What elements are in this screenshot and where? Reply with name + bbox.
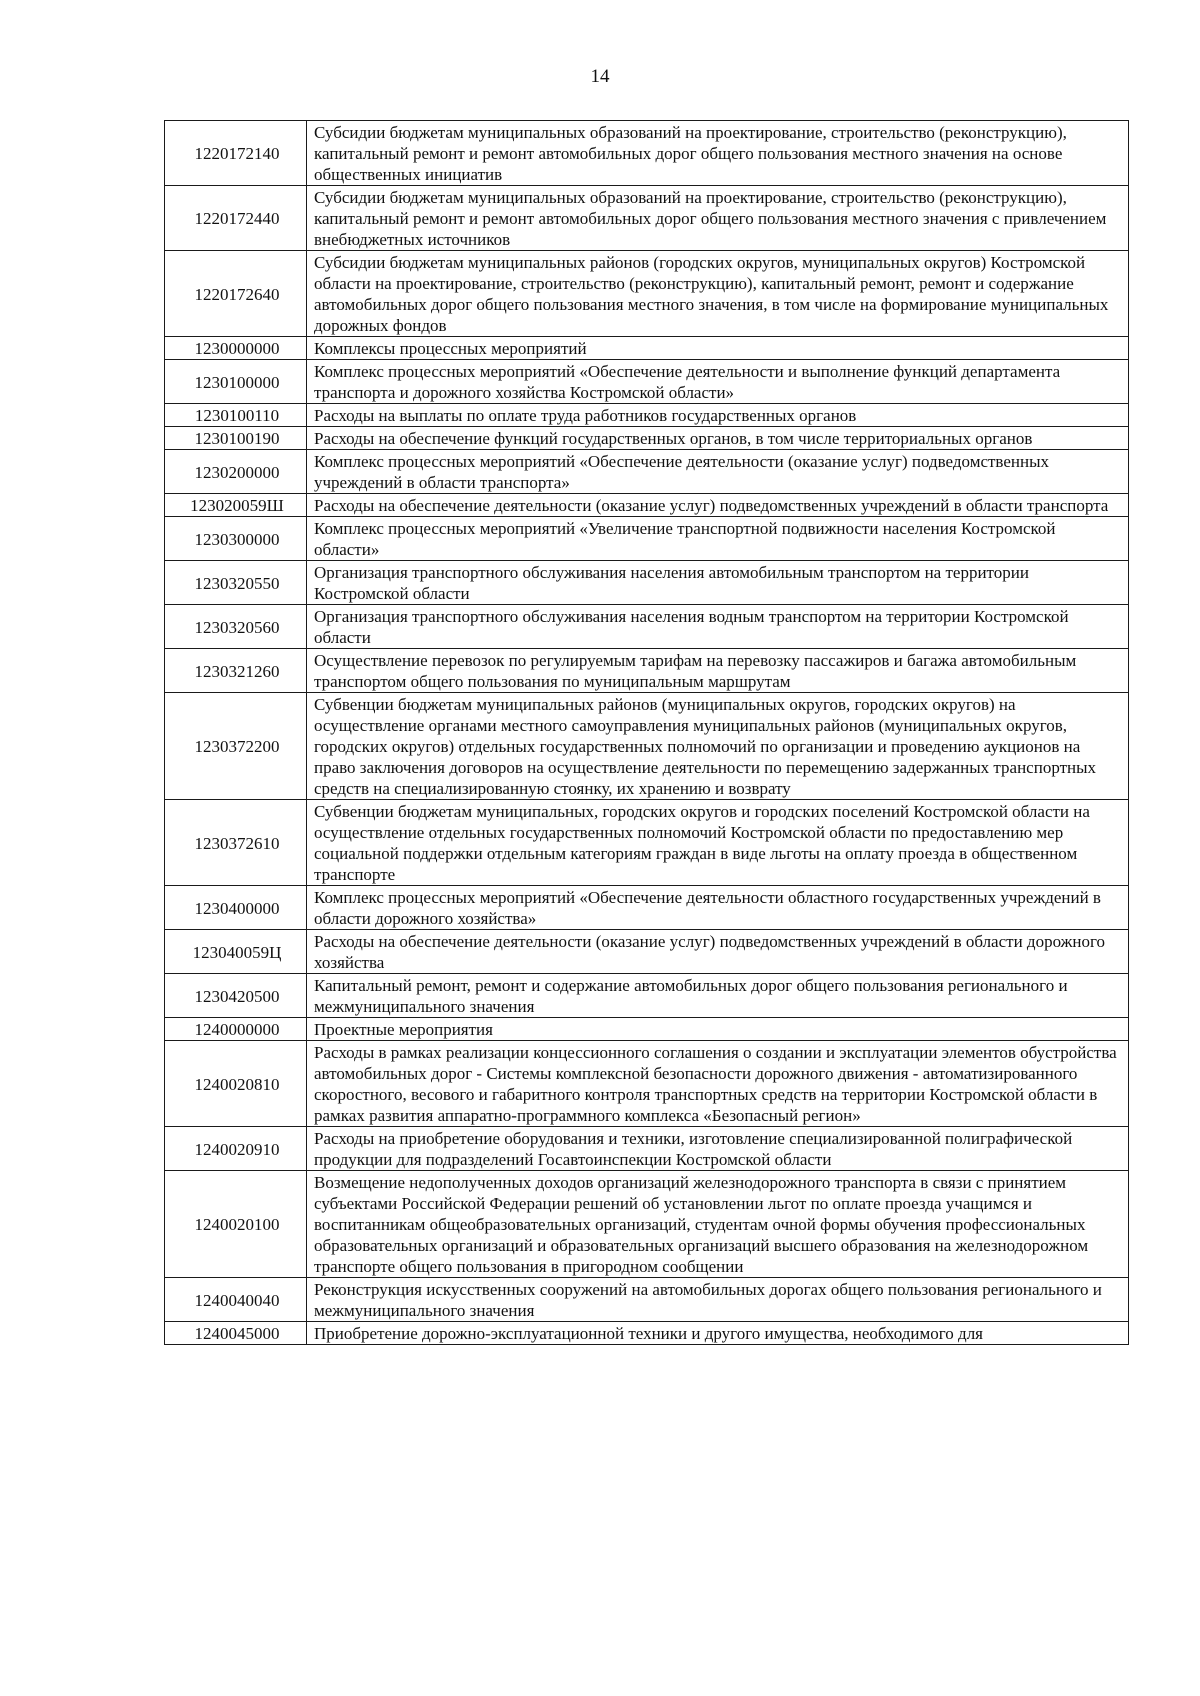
page-number: 14: [590, 66, 610, 87]
table-row: [165, 1041, 1129, 1127]
row-description: Комплекс процессных мероприятий «Обеспечение деятельности областного государственных учреждений в области дорожного хозяйства»: [307, 886, 1129, 930]
row-code: 1240020810: [165, 1041, 307, 1127]
row-description: Капитальный ремонт, ремонт и содержание автомобильных дорог общего пользования регионального и межмуниципального значения: [307, 974, 1129, 1018]
row-description: Комплекс процессных мероприятий «Увеличение транспортной подвижности населения Костромской области»: [307, 517, 1129, 561]
table-row: [165, 886, 1129, 930]
table-row: [165, 186, 1129, 251]
row-code: 1230300000: [165, 517, 307, 561]
row-description: Субсидии бюджетам муниципальных образований на проектирование, строительство (реконструкцию), капитальный ремонт и ремонт автомобильных дорог общего пользования местного значения с привлечением внебюджетных источников: [307, 186, 1129, 251]
row-code: 1230200000: [165, 450, 307, 494]
table-row: [165, 404, 1129, 427]
row-code: 1230000000: [165, 337, 307, 360]
row-code: 1240020100: [165, 1171, 307, 1278]
table-row: [165, 974, 1129, 1018]
table-row: [165, 427, 1129, 450]
row-code: 1240020910: [165, 1127, 307, 1171]
table-row: [165, 1018, 1129, 1041]
row-code: 1220172140: [165, 121, 307, 186]
table-row: [165, 1127, 1129, 1171]
row-description: Субвенции бюджетам муниципальных, городских округов и городских поселений Костромской области на осуществление отдельных государственных полномочий Костромской области по предоставлению мер социальной поддержки отдельным категориям граждан в виде льготы на оплату проезда в общественном транспорте: [307, 800, 1129, 886]
table-row: [165, 450, 1129, 494]
row-code: 1230372200: [165, 693, 307, 800]
row-code: 1230100000: [165, 360, 307, 404]
row-description: Организация транспортного обслуживания населения автомобильным транспортом на территории Костромской области: [307, 561, 1129, 605]
row-code: 1230400000: [165, 886, 307, 930]
row-code: 1220172640: [165, 251, 307, 337]
row-description: Расходы на обеспечение деятельности (оказание услуг) подведомственных учреждений в области дорожного хозяйства: [307, 930, 1129, 974]
table-row: [165, 494, 1129, 517]
row-description: Реконструкция искусственных сооружений на автомобильных дорогах общего пользования регионального и межмуниципального значения: [307, 1278, 1129, 1322]
row-code: 1230320550: [165, 561, 307, 605]
row-description: Возмещение недополученных доходов организаций железнодорожного транспорта в связи с принятием субъектами Российской Федерации решений об установлении льгот по оплате проезда учащимся и воспитанникам общеобразовательных организаций, студентам очной формы обучения профессиональных образовательных организаций и образовательных организаций высшего образования на железнодорожном транспорте общего пользования в пригородном сообщении: [307, 1171, 1129, 1278]
row-description: Осуществление перевозок по регулируемым тарифам на перевозку пассажиров и багажа автомобильным транспортом общего пользования по муниципальным маршрутам: [307, 649, 1129, 693]
row-code: 1240045000: [165, 1322, 307, 1345]
row-code: 1230100190: [165, 427, 307, 450]
row-code: 123040059Ц: [165, 930, 307, 974]
row-description: Приобретение дорожно-эксплуатационной техники и другого имущества, необходимого для: [307, 1322, 1129, 1345]
table-row: [165, 517, 1129, 561]
row-code: 1230320560: [165, 605, 307, 649]
row-description: Комплекс процессных мероприятий «Обеспечение деятельности и выполнение функций департамента транспорта и дорожного хозяйства Костромской области»: [307, 360, 1129, 404]
table-row: [165, 251, 1129, 337]
table-row: [165, 360, 1129, 404]
table-row: [165, 1171, 1129, 1278]
budget-code-table: [164, 120, 1129, 1345]
row-description: Субсидии бюджетам муниципальных районов (городских округов, муниципальных округов) Костромской области на проектирование, строительство (реконструкцию), капитальный ремонт, ремонт и содержание автомобильных дорог общего пользования местного значения, в том числе на формирование муниципальных дорожных фондов: [307, 251, 1129, 337]
table-row: [165, 337, 1129, 360]
row-description: Комплексы процессных мероприятий: [307, 337, 1129, 360]
table-row: [165, 930, 1129, 974]
row-description: Расходы на обеспечение деятельности (оказание услуг) подведомственных учреждений в области транспорта: [307, 494, 1129, 517]
table-row: [165, 121, 1129, 186]
table-row: [165, 693, 1129, 800]
table-body: [165, 121, 1129, 1345]
row-description: Расходы в рамках реализации концессионного соглашения о создании и эксплуатации элементов обустройства автомобильных дорог - Системы комплексной безопасности дорожного движения - автоматизированного скоростного, весового и габаритного контроля транспортных средств на территории Костромской области в рамках развития аппаратно-программного комплекса «Безопасный регион»: [307, 1041, 1129, 1127]
row-description: Расходы на выплаты по оплате труда работников государственных органов: [307, 404, 1129, 427]
row-description: Субсидии бюджетам муниципальных образований на проектирование, строительство (реконструкцию), капитальный ремонт и ремонт автомобильных дорог общего пользования местного значения на основе общественных инициатив: [307, 121, 1129, 186]
table-row: [165, 1322, 1129, 1345]
row-code: 1230372610: [165, 800, 307, 886]
row-code: 1230100110: [165, 404, 307, 427]
row-description: Субвенции бюджетам муниципальных районов (муниципальных округов, городских округов) на осуществление органами местного самоуправления муниципальных районов (муниципальных округов, городских округов) отдельных государственных полномочий по организации и проведению аукционов на право заключения договоров на осуществление деятельности по перемещению задержанных транспортных средств на специализированную стоянку, их хранению и возврату: [307, 693, 1129, 800]
row-code: 1240000000: [165, 1018, 307, 1041]
row-description: Расходы на обеспечение функций государственных органов, в том числе территориальных органов: [307, 427, 1129, 450]
table-row: [165, 800, 1129, 886]
row-code: 1230321260: [165, 649, 307, 693]
table-row: [165, 649, 1129, 693]
row-description: Проектные мероприятия: [307, 1018, 1129, 1041]
row-description: Организация транспортного обслуживания населения водным транспортом на территории Костромской области: [307, 605, 1129, 649]
row-code: 1240040040: [165, 1278, 307, 1322]
row-description: Комплекс процессных мероприятий «Обеспечение деятельности (оказание услуг) подведомственных учреждений в области транспорта»: [307, 450, 1129, 494]
table-row: [165, 1278, 1129, 1322]
table-row: [165, 561, 1129, 605]
row-code: 1220172440: [165, 186, 307, 251]
row-description: Расходы на приобретение оборудования и техники, изготовление специализированной полиграфической продукции для подразделений Госавтоинспекции Костромской области: [307, 1127, 1129, 1171]
table-row: [165, 605, 1129, 649]
row-code: 123020059Ш: [165, 494, 307, 517]
row-code: 1230420500: [165, 974, 307, 1018]
